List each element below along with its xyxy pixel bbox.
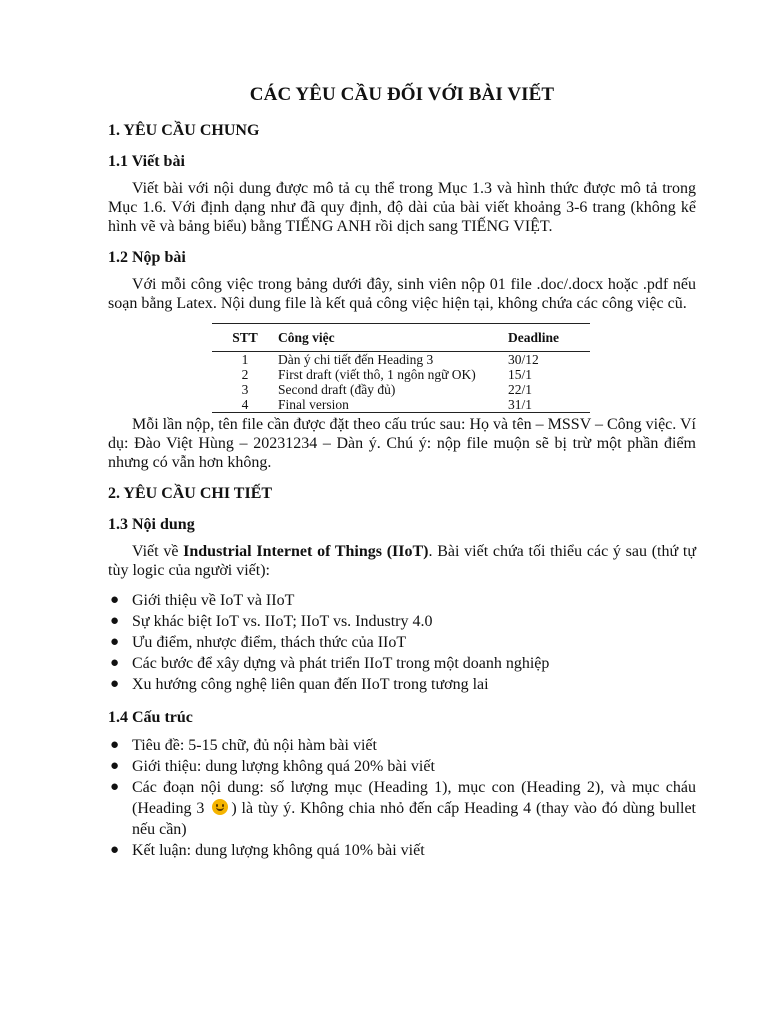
cell-stt: 4 (212, 397, 278, 413)
list-item-text: Ưu điểm, nhược điểm, thách thức của IIoT (132, 634, 407, 651)
list-item (110, 632, 696, 653)
cell-task: First draft (viết thô, 1 ngôn ngữ OK) (278, 367, 476, 382)
list-item-text: Sự khác biệt IoT vs. IIoT; IIoT vs. Industry 4.0 (132, 613, 433, 630)
bullet-icon: ● (110, 613, 120, 629)
cell-stt: 3 (241, 382, 249, 397)
heading-structure: 1.4 Cấu trúc (108, 709, 193, 726)
list-item-text: Các đoạn nội dung: số lượng mục (Heading 1), mục con (Heading 2), và mục cháu (Heading 3 (132, 779, 696, 817)
bullet-icon: ● (110, 676, 120, 692)
list-item (110, 674, 696, 695)
cell-task: Second draft (đầy đủ) (278, 382, 396, 397)
table-row (212, 397, 590, 413)
cell-task: Final version (278, 397, 508, 413)
list-item (110, 590, 696, 611)
paragraph-content (108, 542, 696, 580)
cell-deadline: 31/1 (508, 397, 590, 413)
cell-deadline: 22/1 (508, 382, 533, 397)
list-item-text: Giới thiệu: dung lượng không quá 20% bài viết (132, 758, 435, 775)
cell-stt: 2 (241, 367, 249, 382)
table-header-row (212, 324, 590, 352)
list-item-text-suffix: ) là tùy ý. Không chia nhỏ đến cấp Heading 4 (thay vào đó dùng bullet nếu cần) (132, 800, 697, 838)
list-item-text: Giới thiệu về IoT và IIoT (132, 592, 295, 609)
cell-deadline: 15/1 (508, 367, 533, 382)
list-item (110, 735, 696, 756)
smiley-face-icon (212, 799, 228, 815)
column-header-stt: STT (212, 324, 278, 352)
table-row (212, 367, 590, 382)
list-item-text: Các bước để xây dựng và phát triển IIoT trong một doanh nghiệp (132, 655, 550, 672)
cell-deadline: 30/12 (508, 352, 539, 367)
content-intro-suffix: . Bài viết chứa tối thiểu các ý sau (thứ tự tùy logic của người viết): (108, 543, 696, 579)
structure-bullet-list (108, 735, 696, 861)
column-header-task: Công việc (278, 324, 508, 352)
paragraph-submission: Với mỗi công việc trong bảng dưới đây, sinh viên nộp 01 file .doc/.docx hoặc .pdf nếu soạn bằng Latex. Nội dung file là kết quả công việc hiện tại, không chứa các công việc cũ. (108, 276, 696, 312)
content-intro-text: Viết về (132, 543, 184, 560)
column-header-deadline: Deadline (508, 324, 590, 352)
table-row (212, 382, 590, 397)
list-item (110, 611, 696, 632)
cell-stt: 1 (241, 352, 249, 367)
content-topic-bold: Industrial Internet of Things (IIoT) (183, 543, 429, 560)
heading-general-requirements: 1. YÊU CẦU CHUNG (108, 122, 260, 139)
document-title: CÁC YÊU CẦU ĐỐI VỚI BÀI VIẾT (249, 84, 555, 105)
list-item-text: Tiêu đề: 5-15 chữ, đủ nội hàm bài viết (132, 737, 377, 754)
paragraph-file-naming: Mỗi lần nộp, tên file cần được đặt theo cấu trúc sau: Họ và tên – MSSV – Công việc. Ví dụ: Đào Việt Hùng – 20231234 – Dàn ý. Chú ý: nộp file muộn sẽ bị trừ một phần điểm nhưng có vẫn hơn không. (108, 416, 696, 471)
list-item (110, 777, 697, 840)
content-bullet-list (108, 590, 696, 695)
bullet-icon: ● (110, 842, 120, 858)
list-item-text: Kết luận: dung lượng không quá 10% bài viết (132, 842, 425, 859)
bullet-icon: ● (110, 592, 120, 608)
list-item (110, 653, 696, 674)
heading-writing: 1.1 Viết bài (108, 153, 185, 170)
bullet-icon: ● (110, 634, 120, 650)
bullet-icon: ● (110, 655, 120, 671)
list-item-text: Xu hướng công nghệ liên quan đến IIoT trong tương lai (132, 676, 489, 693)
heading-content: 1.3 Nội dung (108, 516, 195, 533)
deadline-table (212, 323, 590, 413)
cell-task: Dàn ý chi tiết đến Heading 3 (278, 352, 434, 367)
list-item (110, 840, 696, 861)
heading-detailed-requirements: 2. YÊU CẦU CHI TIẾT (108, 485, 273, 502)
heading-submission: 1.2 Nộp bài (108, 249, 186, 266)
bullet-icon: ● (110, 779, 120, 795)
bullet-icon: ● (110, 758, 120, 774)
paragraph-writing: Viết bài với nội dung được mô tả cụ thể trong Mục 1.3 và hình thức được mô tả trong Mục 1.6. Với định dạng như đã quy định, độ dài của bài viết khoảng 3-6 trang (không kể hình vẽ và bảng biểu) bằng TIẾNG ANH rồi dịch sang TIẾNG VIỆT. (108, 180, 696, 235)
list-item (110, 756, 696, 777)
table-row (212, 352, 590, 368)
bullet-icon: ● (110, 737, 120, 753)
